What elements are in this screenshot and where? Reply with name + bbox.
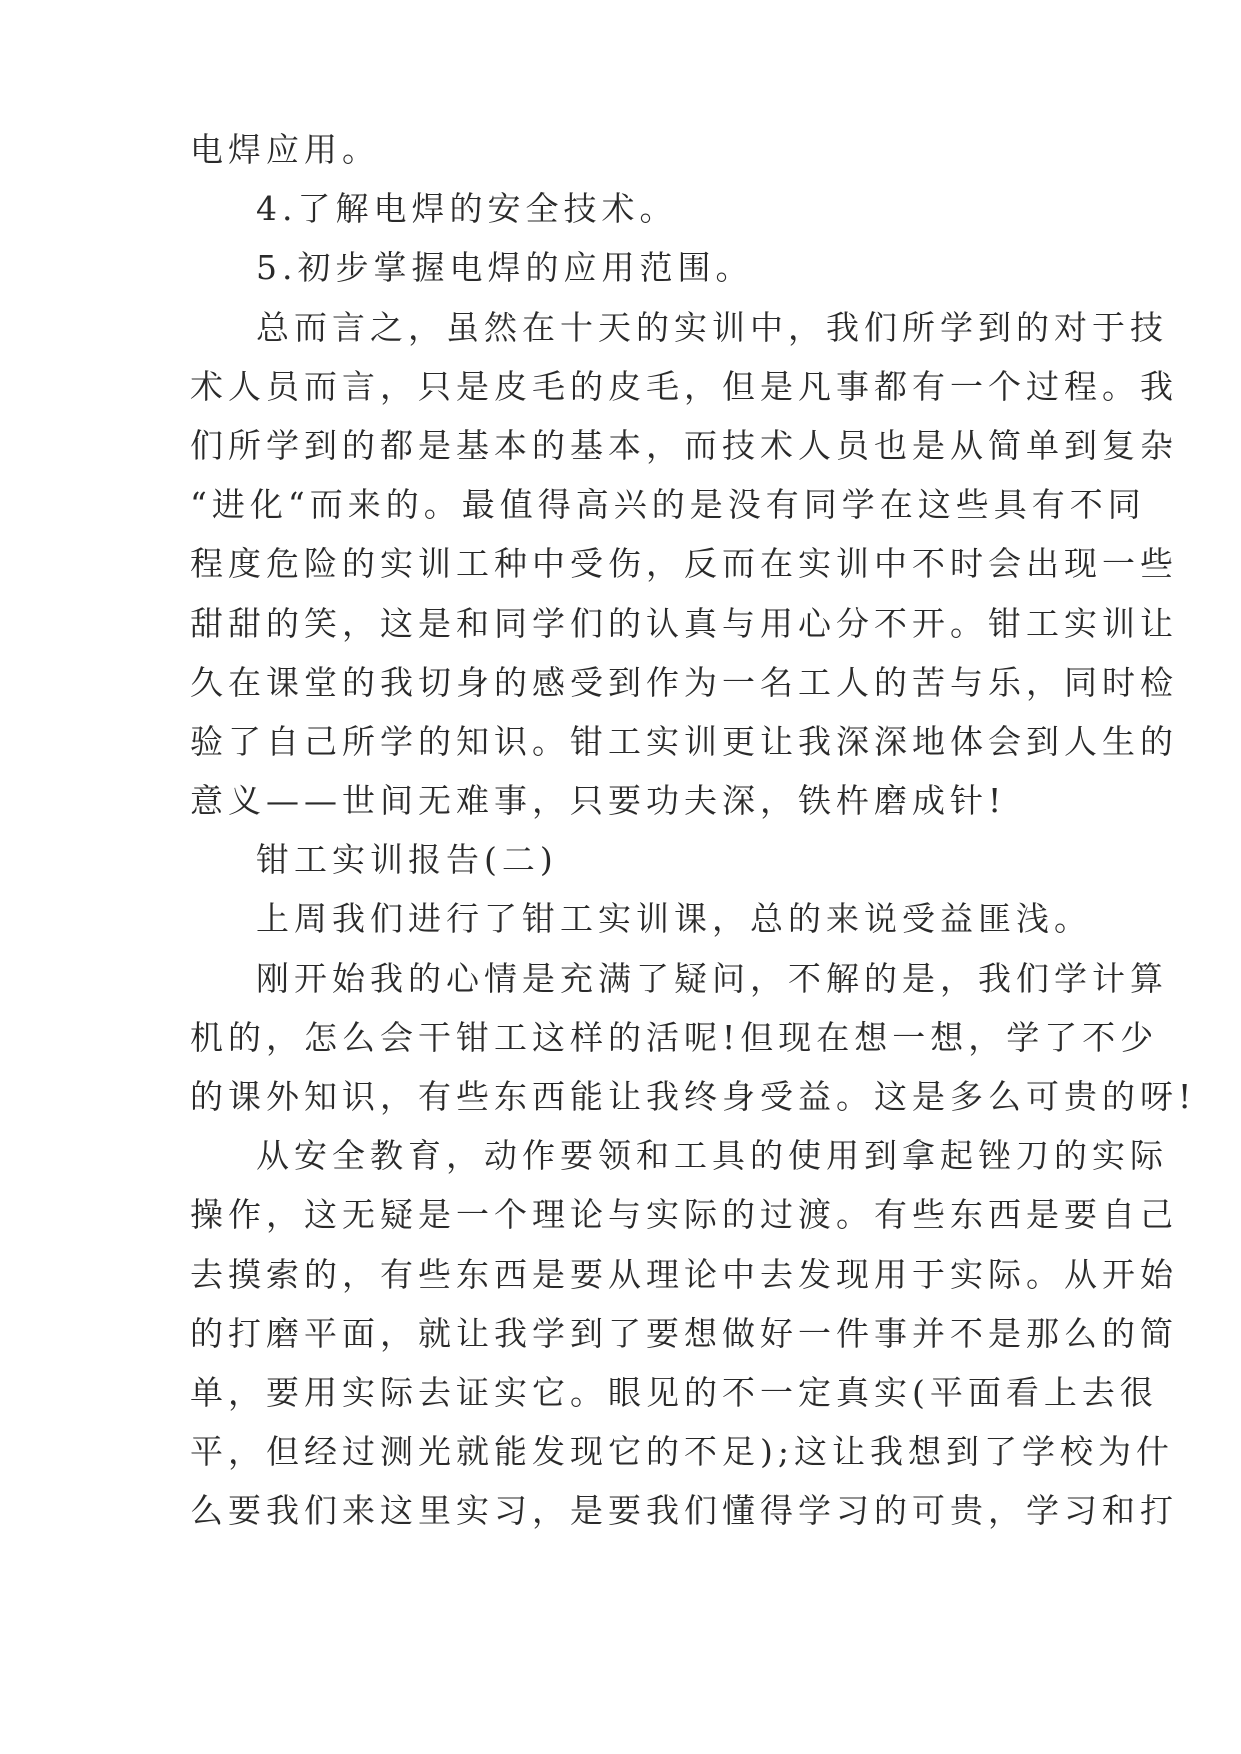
text-line: 4.了解电焊的安全技术。 (256, 189, 678, 229)
text-line: 操作，这无疑是一个理论与实际的过渡。有些东西是要自己 (190, 1195, 1178, 1235)
text-line: 们所学到的都是基本的基本，而技术人员也是从简单到复杂 (190, 425, 1178, 465)
text-line: 甜甜的笑，这是和同学们的认真与用心分不开。钳工实训让 (190, 603, 1178, 643)
text-line: 5.初步掌握电焊的应用范围。 (256, 248, 754, 288)
text-line: 么要我们来这里实习，是要我们懂得学习的可贵，学习和打 (190, 1491, 1178, 1531)
text-line: 术人员而言，只是皮毛的皮毛，但是凡事都有一个过程。我 (190, 366, 1178, 406)
text-line: 的打磨平面，就让我学到了要想做好一件事并不是那么的简 (190, 1313, 1178, 1353)
section-heading: 钳工实训报告(二) (256, 840, 558, 880)
text-line: 总而言之，虽然在十天的实训中，我们所学到的对于技 (256, 307, 1168, 347)
text-line: 单，要用实际去证实它。眼见的不一定真实(平面看上去很 (190, 1372, 1158, 1412)
text-line: 去摸索的，有些东西是要从理论中去发现用于实际。从开始 (190, 1254, 1178, 1294)
text-line: 电焊应用。 (190, 130, 380, 169)
text-line: 意义——世间无难事，只要功夫深，铁杵磨成针! (190, 781, 1007, 821)
text-line: 平，但经过测光就能发现它的不足);这让我想到了学校为什 (190, 1432, 1174, 1472)
document-body (190, 120, 1197, 1541)
text-line: 的课外知识，有些东西能让我终身受益。这是多么可贵的呀! (190, 1077, 1197, 1116)
text-line: 久在课堂的我切身的感受到作为一名工人的苦与乐，同时检 (190, 662, 1178, 702)
text-line: “进化“而来的。最值得高兴的是没有同学在这些具有不同 (190, 485, 1146, 525)
text-line: 机的，怎么会干钳工这样的活呢!但现在想一想，学了不少 (190, 1017, 1159, 1057)
text-line: 程度危险的实训工种中受伤，反而在实训中不时会出现一些 (190, 544, 1178, 584)
text-line: 验了自己所学的知识。钳工实训更让我深深地体会到人生的 (190, 721, 1178, 761)
text-line: 刚开始我的心情是充满了疑问，不解的是，我们学计算 (256, 958, 1168, 998)
text-line: 上周我们进行了钳工实训课，总的来说受益匪浅。 (256, 899, 1092, 939)
text-line: 从安全教育，动作要领和工具的使用到拿起锉刀的实际 (256, 1136, 1168, 1176)
